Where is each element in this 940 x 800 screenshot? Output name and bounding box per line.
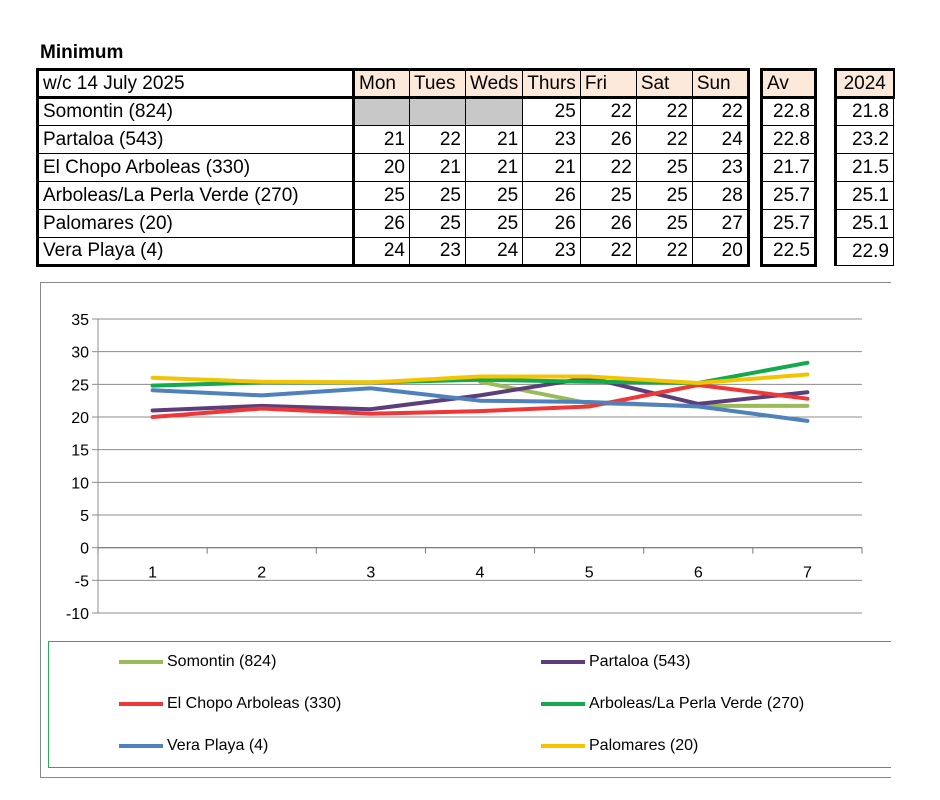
legend-swatch — [119, 702, 163, 706]
table-row — [38, 238, 749, 266]
temperature-cell: 22 — [636, 238, 692, 266]
y-tick-label: 0 — [80, 540, 89, 558]
table-row — [762, 182, 816, 210]
legend-label: Arboleas/La Perla Verde (270) — [589, 695, 805, 712]
table-row — [762, 154, 816, 182]
temperature-cell: 21 — [354, 126, 410, 154]
temperature-cell: 20 — [354, 154, 410, 182]
temperature-cell: 26 — [354, 210, 410, 238]
y-tick-label: 15 — [71, 442, 89, 460]
temperature-cell: 22 — [636, 126, 692, 154]
avg-header-row — [762, 70, 816, 98]
y-tick-label: 5 — [80, 508, 89, 525]
temperature-cell: 24 — [354, 238, 410, 266]
chart-legend — [48, 641, 891, 768]
x-tick-label: 2 — [257, 564, 267, 582]
temperature-cell: 22 — [692, 98, 748, 126]
temperature-cell: 25 — [410, 182, 466, 210]
table-row — [836, 126, 894, 154]
temperature-cell — [354, 98, 410, 126]
week-label: w/c 14 July 2025 — [38, 70, 354, 98]
x-tick-label: 5 — [584, 564, 594, 582]
minimum-temperature-table — [36, 68, 750, 267]
temperature-cell: 25 — [636, 182, 692, 210]
average-cell: 22.5 — [762, 238, 816, 266]
legend-swatch — [541, 660, 585, 664]
day-header: Sun — [692, 70, 748, 98]
table-row — [762, 210, 816, 238]
table-row — [38, 98, 749, 126]
temperature-cell: 25 — [636, 154, 692, 182]
legend-swatch — [119, 744, 163, 748]
temperature-cell: 26 — [580, 126, 636, 154]
legend-item — [541, 653, 690, 671]
average-column-table — [760, 68, 817, 267]
average-cell: 22.8 — [762, 126, 816, 154]
temperature-cell: 22 — [410, 126, 466, 154]
legend-swatch — [541, 702, 585, 706]
temperature-cell: 25 — [410, 210, 466, 238]
temperature-cell: 21 — [523, 154, 581, 182]
temperature-cell: 25 — [580, 182, 636, 210]
average-cell: 25.7 — [762, 210, 816, 238]
x-tick-label: 6 — [693, 564, 703, 582]
table-row — [836, 98, 894, 126]
previous-year-table — [834, 68, 895, 266]
station-name: Arboleas/La Perla Verde (270) — [38, 182, 354, 210]
day-header: Thurs — [523, 70, 581, 98]
table-row — [38, 182, 749, 210]
temperature-cell: 24 — [692, 126, 748, 154]
day-header: Tues — [410, 70, 466, 98]
table-row — [762, 238, 816, 266]
temperature-cell: 23 — [410, 238, 466, 266]
prev-year-cell: 23.2 — [836, 126, 894, 154]
temperature-cell: 25 — [523, 98, 581, 126]
temperature-cell: 23 — [523, 238, 581, 266]
prev-year-cell: 25.1 — [836, 210, 894, 238]
avg-header: Av — [762, 70, 816, 98]
x-tick-label: 4 — [475, 564, 485, 582]
temperature-cell: 21 — [410, 154, 466, 182]
temperature-cell: 20 — [692, 238, 748, 266]
temperature-cell: 27 — [692, 210, 748, 238]
table-header-row — [38, 70, 749, 98]
y-tick-label: 25 — [71, 377, 89, 395]
legend-label: El Chopo Arboleas (330) — [167, 695, 342, 712]
legend-item — [119, 737, 268, 755]
x-tick-label: 1 — [148, 564, 158, 582]
prev-year-cell: 25.1 — [836, 182, 894, 210]
station-name: Vera Playa (4) — [38, 238, 354, 266]
temperature-cell: 23 — [523, 126, 581, 154]
table-row — [38, 154, 749, 182]
temperature-cell: 25 — [354, 182, 410, 210]
temperature-cell: 23 — [692, 154, 748, 182]
legend-item — [119, 695, 341, 713]
temperature-cell: 26 — [523, 210, 581, 238]
temperature-cell — [410, 98, 466, 126]
legend-label: Vera Playa (4) — [167, 737, 269, 754]
table-row — [38, 126, 749, 154]
temperature-cell: 22 — [580, 154, 636, 182]
table-row — [38, 210, 749, 238]
y-tick-label: 35 — [71, 312, 89, 329]
average-cell: 22.8 — [762, 98, 816, 126]
prev-header-row — [836, 70, 894, 98]
legend-swatch — [119, 660, 163, 664]
day-header: Fri — [580, 70, 636, 98]
legend-item — [119, 653, 276, 671]
x-tick-label: 3 — [366, 564, 376, 582]
table-row — [836, 210, 894, 238]
y-tick-label: 30 — [71, 344, 89, 362]
temperature-cell: 25 — [636, 210, 692, 238]
day-header: Sat — [636, 70, 692, 98]
average-cell: 25.7 — [762, 182, 816, 210]
temperature-cell: 22 — [580, 98, 636, 126]
temperature-cell: 25 — [466, 182, 523, 210]
temperature-cell: 21 — [466, 126, 523, 154]
temperature-cell: 24 — [466, 238, 523, 266]
legend-swatch — [541, 744, 585, 748]
table-row — [836, 238, 894, 266]
temperature-cell: 22 — [636, 98, 692, 126]
station-name: Somontin (824) — [38, 98, 354, 126]
y-tick-label: 10 — [71, 475, 89, 493]
temperature-cell: 22 — [580, 238, 636, 266]
legend-item — [541, 695, 804, 713]
day-header: Mon — [354, 70, 410, 98]
y-tick-label: -10 — [65, 606, 89, 622]
table-row — [762, 126, 816, 154]
table-row — [836, 182, 894, 210]
station-name: El Chopo Arboleas (330) — [38, 154, 354, 182]
average-cell: 21.7 — [762, 154, 816, 182]
table-row — [836, 154, 894, 182]
station-name: Palomares (20) — [38, 210, 354, 238]
temperature-cell — [466, 98, 523, 126]
prev-year-cell: 22.9 — [836, 238, 894, 266]
temperature-cell: 25 — [466, 210, 523, 238]
temperature-cell: 26 — [523, 182, 581, 210]
section-title: Minimum — [40, 42, 124, 63]
y-tick-label: -5 — [74, 573, 89, 591]
temperature-cell: 21 — [466, 154, 523, 182]
legend-label: Partaloa (543) — [589, 653, 691, 670]
prev-year-cell: 21.8 — [836, 98, 894, 126]
temperature-cell: 28 — [692, 182, 748, 210]
x-tick-label: 7 — [802, 564, 812, 582]
prev-year-cell: 21.5 — [836, 154, 894, 182]
temperature-cell: 26 — [580, 210, 636, 238]
day-header: Weds — [466, 70, 523, 98]
legend-item — [541, 737, 698, 755]
line-chart — [40, 282, 891, 622]
prev-year-header: 2024 — [836, 70, 894, 98]
y-tick-label: 20 — [71, 410, 89, 427]
table-row — [762, 98, 816, 126]
legend-label: Palomares (20) — [589, 737, 699, 754]
legend-label: Somontin (824) — [167, 653, 277, 670]
station-name: Partaloa (543) — [38, 126, 354, 154]
